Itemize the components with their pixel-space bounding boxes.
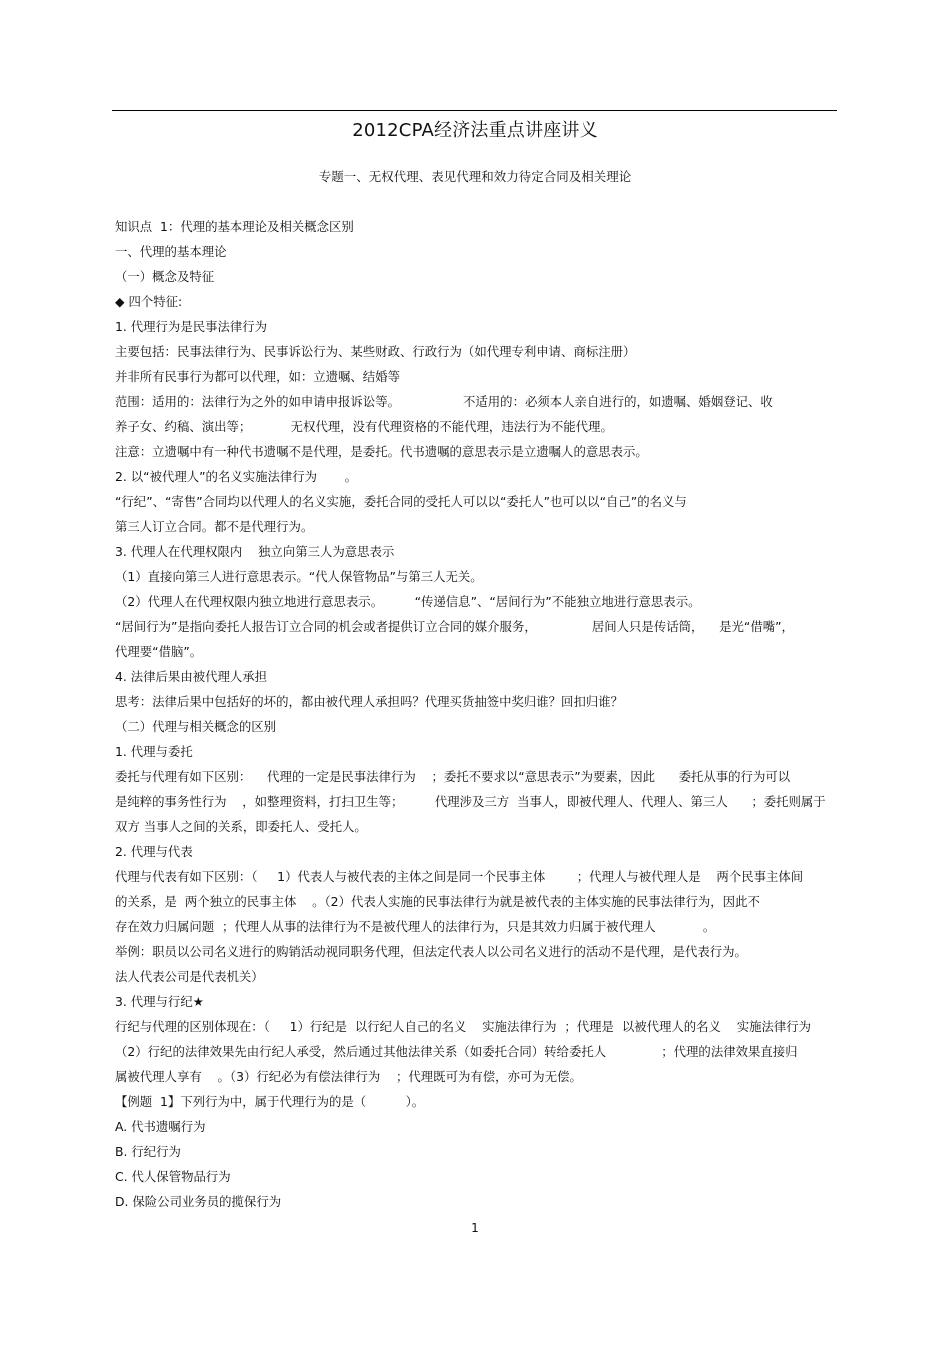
text-line: 并非所有民事行为都可以代理，如：立遗嘱、结婚等 (115, 369, 400, 384)
text-line: 法人代表公司是代表机关） (115, 969, 264, 984)
text-line: 主要包括：民事法律行为、民事诉讼行为、某些财政、行政行为（如代理专利申请、商标注册） (115, 344, 636, 359)
text-line: （一）概念及特征 (115, 269, 215, 284)
text-line: “行纪”、“寄售”合同均以代理人的名义实施，委托合同的受托人可以以“委托人”也可以以“自己”的名义与 (115, 494, 687, 509)
text-line: 存在效力归属问题 ；代理人从事的法律行为不是被代理人的法律行为，只是其效力归属于被代理人 。 (115, 919, 716, 934)
text-line: B. 行纪行为 (115, 1144, 181, 1159)
text-line: 举例：职员以公司名义进行的购销活动视同职务代理，但法定代表人以公司名义进行的活动不是代理，是代表行为。 (115, 944, 747, 959)
text-line: 行纪与代理的区别体现在：（ 1）行纪是 以行纪人自己的名义 实施法律行为 ；代理是 以被代理人的名义 实施法律行为 (115, 1019, 812, 1034)
text-line: 1. 代理行为是民事法律行为 (115, 319, 268, 334)
text-line: （二）代理与相关概念的区别 (115, 719, 277, 734)
text-line: 2. 代理与代表 (115, 844, 193, 859)
text-line: 2. 以“被代理人”的名义实施法律行为 。 (115, 469, 358, 484)
text-line: （2）代理人在代理权限内独立地进行意思表示。 “传递信息”、“居间行为”不能独立地进行意思表示。 (115, 594, 701, 609)
text-line: 知识点 1：代理的基本理论及相关概念区别 (115, 219, 354, 234)
text-line: “居间行为”是指向委托人报告订立合同的机会或者提供订立合同的媒介服务， 居间人只是传话筒， 是光“借嘴”， (115, 619, 794, 634)
text-line: 第三人订立合同。都不是代理行为。 (115, 519, 314, 534)
text-line: ◆ 四个特征: (115, 294, 183, 309)
page-number: 1 (471, 1221, 479, 1235)
text-line: （2）行纪的法律效果先由行纪人承受，然后通过其他法律关系（如委托合同）转给委托人 ；代理的法律效果直接归 (115, 1044, 798, 1059)
text-line: 3. 代理与行纪★ (115, 994, 204, 1009)
document-title: 2012CPA经济法重点讲座讲义 (352, 120, 598, 141)
text-line: 的关系，是 两个独立的民事主体 。（2）代表人实施的民事法律行为就是被代表的主体实施的民事法律行为，因此不 (115, 894, 760, 909)
text-line: 注意：立遗嘱中有一种代书遗嘱不是代理，是委托。代书遗嘱的意思表示是立遗嘱人的意思表示。 (115, 444, 648, 459)
text-line: （1）直接向第三人进行意思表示。“代人保管物品”与第三人无关。 (115, 569, 483, 584)
text-line: D. 保险公司业务员的揽保行为 (115, 1194, 282, 1209)
text-line: 1. 代理与委托 (115, 744, 193, 759)
document-body (115, 217, 835, 1217)
text-line: 委托与代理有如下区别： 代理的一定是民事法律行为 ；委托不要求以“意思表示”为要素，因此 委托从事的行为可以 (115, 769, 791, 784)
text-line: 思考：法律后果中包括好的坏的，都由被代理人承担吗？代理买货抽签中奖归谁？回扣归谁？ (115, 694, 624, 709)
text-line: 属被代理人享有 。（3）行纪必为有偿法律行为 ；代理既可为有偿，亦可为无偿。 (115, 1069, 582, 1084)
text-line: 3. 代理人在代理权限内 独立向第三人为意思表示 (115, 544, 395, 559)
document-subtitle: 专题一、无权代理、表见代理和效力待定合同及相关理论 (318, 169, 632, 184)
text-line: 一、代理的基本理论 (115, 244, 227, 259)
text-line: C. 代人保管物品行为 (115, 1169, 231, 1184)
text-line: 代理与代表有如下区别：（ 1）代表人与被代表的主体之间是同一个民事主体 ；代理人与被代理人是 两个民事主体间 (115, 869, 804, 884)
text-line: 双方 当事人之间的关系，即委托人、受托人。 (115, 819, 367, 834)
header-rule (112, 110, 837, 111)
text-line: 【例题 1】下列行为中，属于代理行为的是（ ）。 (115, 1094, 425, 1109)
text-line: 是纯粹的事务性行为 ，如整理资料，打扫卫生等； 代理涉及三方 当事人，即被代理人、代理人、第三人 ；委托则属于 (115, 794, 826, 809)
text-line: 养子女、约稿、演出等； 无权代理，没有代理资格的不能代理，违法行为不能代理。 (115, 419, 613, 434)
text-line: 4. 法律后果由被代理人承担 (115, 669, 268, 684)
text-line: A. 代书遗嘱行为 (115, 1119, 206, 1134)
text-line: 范围：适用的：法律行为之外的如申请申报诉讼等。 不适用的：必须本人亲自进行的，如遗嘱、婚姻登记、收 (115, 394, 773, 409)
text-line: 代理要“借脑”。 (115, 644, 203, 659)
